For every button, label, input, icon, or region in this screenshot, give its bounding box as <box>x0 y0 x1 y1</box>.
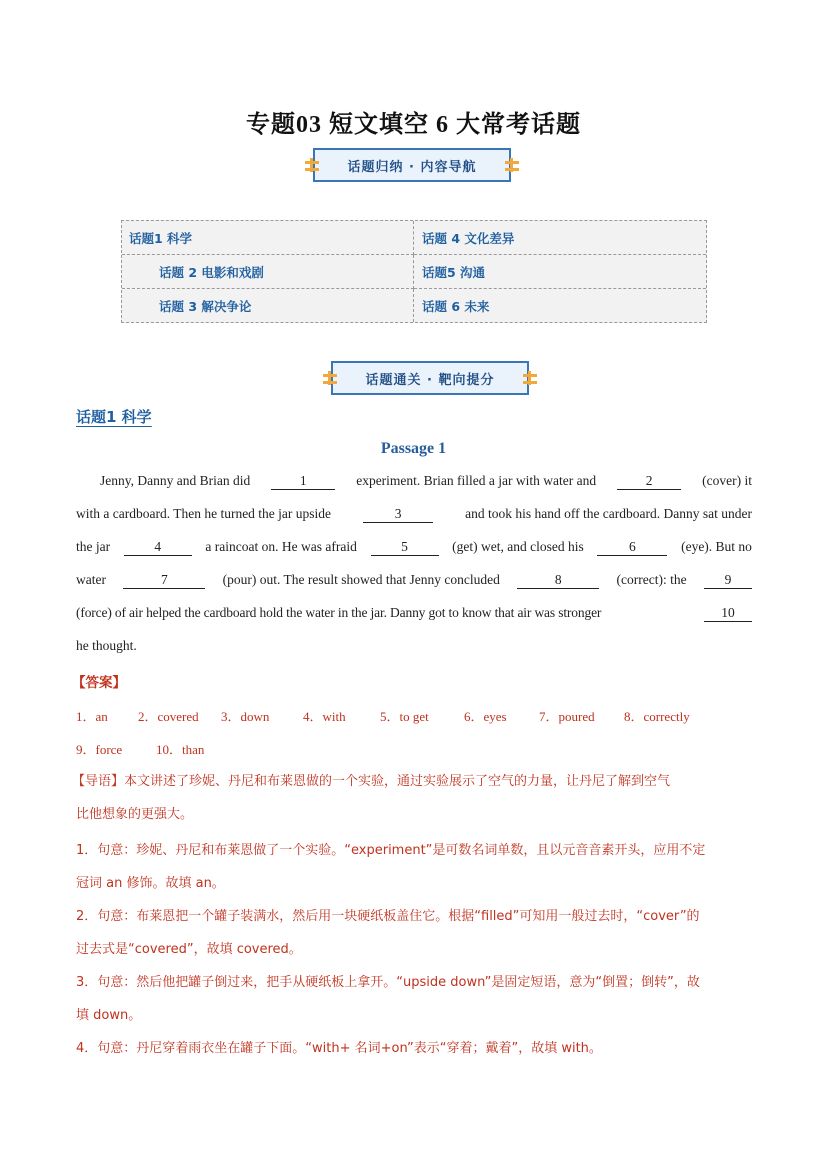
topic-cell: 话题 3 解决争论 <box>122 289 414 322</box>
explanation-line: 冠词 an 修饰。故填 an。 <box>76 876 225 891</box>
passage-line <box>76 572 752 592</box>
answer-item: 6．eyes <box>464 709 507 724</box>
passage-line <box>76 605 752 625</box>
blank: 9 <box>704 572 752 589</box>
passage-title: Passage 1 <box>380 440 447 457</box>
answer-item: 1．an <box>76 709 108 724</box>
answer-item: 3．down <box>221 709 270 724</box>
guide-line: 【导语】本文讲述了珍妮、丹尼和布莱恩做的一个实验，通过实验展示了空气的力量，让丹尼了解到空气 <box>72 774 671 789</box>
answer-label: 【答案】 <box>72 675 126 691</box>
passage-text: (force) of air helped the cardboard hold the water in the jar. Danny got to know that air was stronger <box>76 605 602 620</box>
answer-item: 5．to get <box>380 709 429 724</box>
blank: 2 <box>617 473 681 490</box>
passage-text: and took his hand off the cardboard. Danny sat under <box>465 506 752 521</box>
passage-text: water <box>76 572 106 587</box>
answer-item: 8．correctly <box>624 709 690 724</box>
topic-table <box>121 220 707 323</box>
nav-badge <box>313 148 511 182</box>
answer-item: 4．with <box>303 709 346 724</box>
answer-list <box>76 706 690 725</box>
explanation-line: 1．句意：珍妮、丹尼和布莱恩做了一个实验。“experiment”是可数名词单数，且以元音音素开头，应用不定 <box>76 843 706 858</box>
blank: 10 <box>704 605 752 622</box>
blank: 8 <box>517 572 599 589</box>
blank: 7 <box>123 572 205 589</box>
answer-item: 2．covered <box>138 709 199 724</box>
passage-text: (eye). But no <box>681 539 752 554</box>
answer-list <box>76 739 204 758</box>
practice-badge-label: 话题通关 · 靶向提分 <box>365 372 495 388</box>
badge-ornament-icon <box>523 374 537 384</box>
explanation-line: 3．句意：然后他把罐子倒过来，把手从硬纸板上拿开。“upside down”是固定短语，意为“倒置；倒转”，故 <box>76 975 700 990</box>
section-heading: 话题1 科学 <box>76 408 152 426</box>
passage-text: experiment. Brian filled a jar with water and <box>356 473 597 488</box>
topic-cell: 话题 2 电影和戏剧 <box>122 255 414 289</box>
blank: 5 <box>371 539 439 556</box>
nav-badge-label: 话题归纳 · 内容导航 <box>347 159 477 175</box>
answer-item: 7．poured <box>539 709 595 724</box>
passage-text: the jar <box>76 539 111 554</box>
practice-badge <box>331 361 529 395</box>
blank: 6 <box>597 539 667 556</box>
passage-text: he thought. <box>76 638 137 653</box>
explanation-line: 过去式是“covered”，故填 covered。 <box>76 942 302 957</box>
passage-text: (pour) out. The result showed that Jenny concluded <box>222 572 500 587</box>
badge-ornament-icon <box>323 374 337 384</box>
badge-ornament-icon <box>305 161 319 171</box>
guide-line: 比他想象的更强大。 <box>76 807 194 822</box>
passage-text: (correct): the <box>616 572 687 587</box>
topic-cell: 话题5 沟通 <box>414 255 706 289</box>
blank: 4 <box>124 539 192 556</box>
blank: 3 <box>363 506 433 523</box>
passage-line <box>76 539 752 559</box>
topic-cell: 话题 4 文化差异 <box>414 221 706 255</box>
passage-line <box>76 506 752 526</box>
explanation-line: 填 down。 <box>76 1008 142 1023</box>
passage-text: Jenny, Danny and Brian did <box>100 473 251 488</box>
blank: 1 <box>271 473 335 490</box>
answer-item: 9．force <box>76 742 123 757</box>
topic-cell: 话题1 科学 <box>122 221 414 255</box>
explanation-line: 4．句意：丹尼穿着雨衣坐在罐子下面。“with+ 名词+on”表示“穿着；戴着”，故填 with。 <box>76 1041 602 1056</box>
answer-item: 10．than <box>156 742 205 757</box>
passage-line <box>76 638 752 658</box>
topic-cell: 话题 6 未来 <box>422 298 490 314</box>
page-title: 专题03 短文填空 6 大常考话题 <box>246 112 581 138</box>
passage-text: with a cardboard. Then he turned the jar upside <box>76 506 332 521</box>
explanation-line: 2．句意：布莱恩把一个罐子装满水，然后用一块硬纸板盖住它。根据“filled”可知用一般过去时，“cover”的 <box>76 909 700 924</box>
badge-ornament-icon <box>505 161 519 171</box>
passage-line <box>76 473 752 493</box>
passage-text: (get) wet, and closed his <box>452 539 584 554</box>
passage-text: (cover) it <box>702 473 752 488</box>
passage-text: a raincoat on. He was afraid <box>205 539 357 554</box>
